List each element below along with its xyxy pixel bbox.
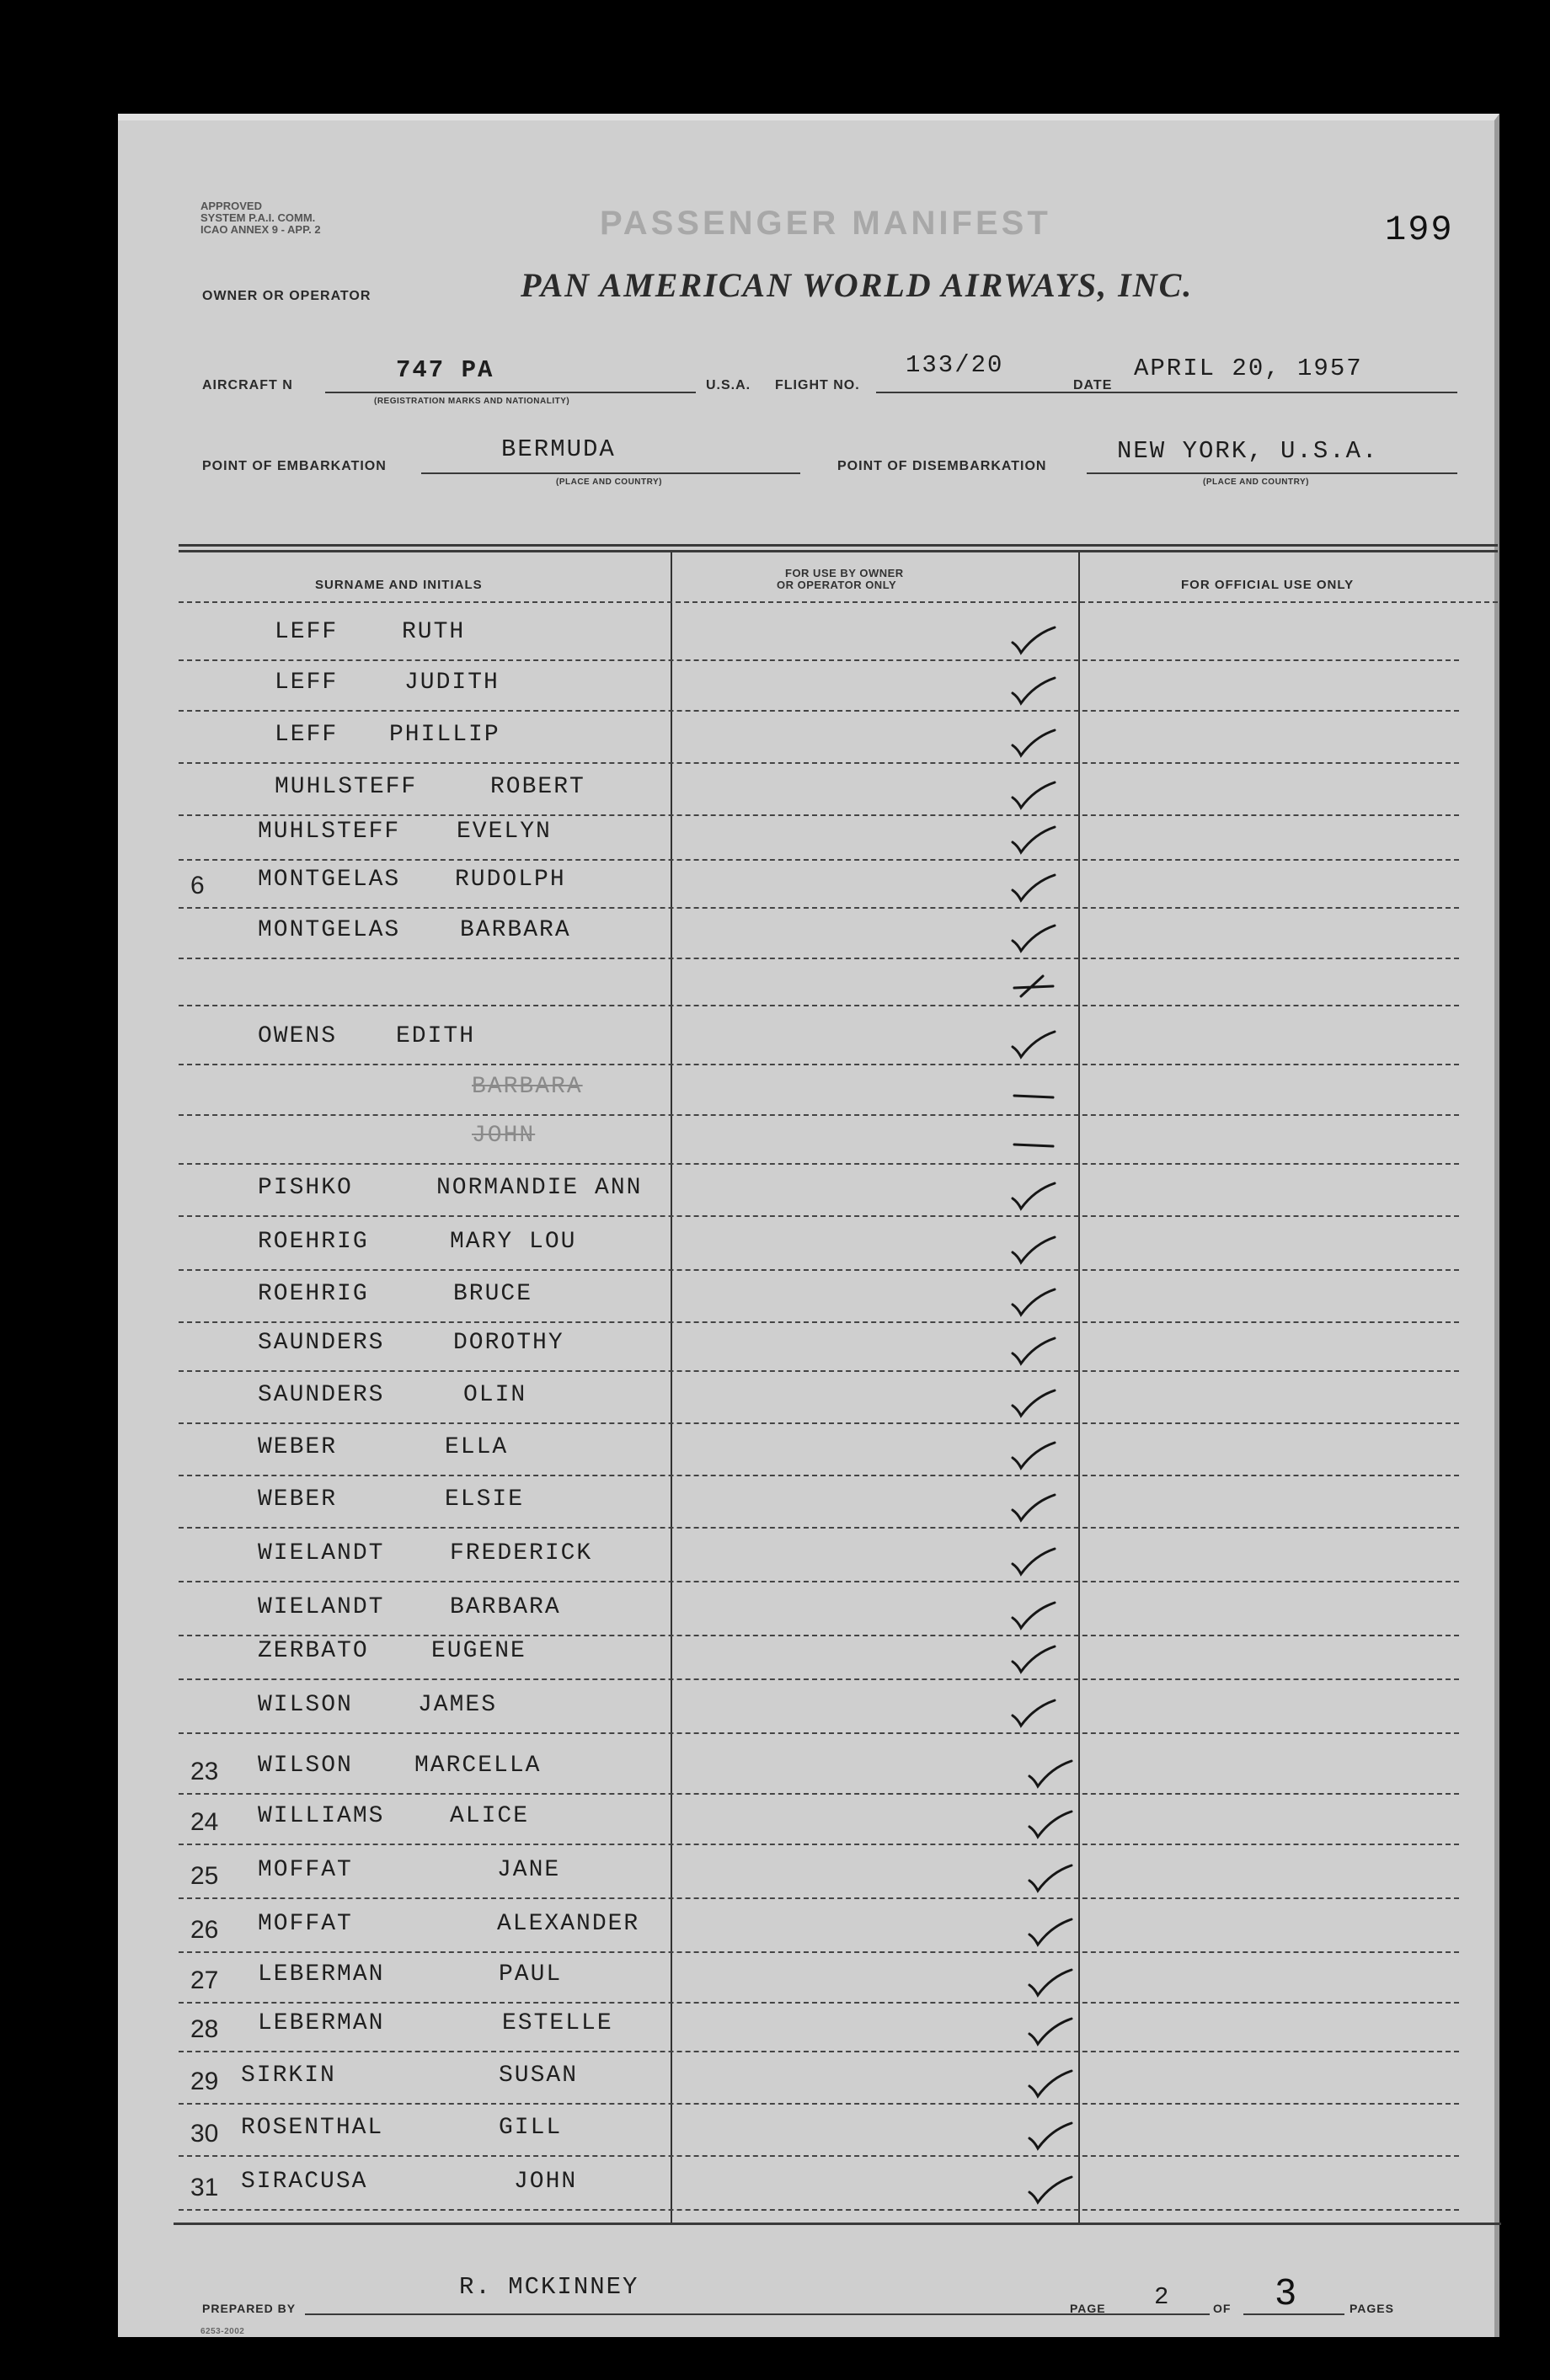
passenger-given-name: BARBARA (450, 1594, 561, 1620)
passenger-given-name: BRUCE (453, 1281, 533, 1307)
passenger-given-name: BARBARA (472, 1074, 583, 1100)
passenger-surname: MUHLSTEFF (258, 819, 401, 845)
check-mark-icon (1026, 2121, 1075, 2152)
passenger-surname: LEBERMAN (258, 1961, 385, 1988)
embark-label: POINT OF EMBARKATION (202, 459, 387, 473)
passenger-given-name: JAMES (418, 1692, 498, 1718)
check-mark-icon (1009, 1699, 1058, 1729)
passenger-given-name: JANE (497, 1857, 561, 1883)
row-number: 23 (190, 1758, 219, 1785)
passenger-given-name: MARY LOU (450, 1229, 577, 1255)
row-number: 6 (190, 872, 205, 899)
passenger-surname: WILSON (258, 1692, 353, 1718)
form-code: 6253-2002 (200, 2327, 245, 2336)
row-number: 26 (190, 1916, 219, 1944)
pages-label: PAGES (1350, 2302, 1394, 2315)
passenger-surname: SIRKIN (241, 2062, 336, 2089)
disembark-value: NEW YORK, U.S.A. (1117, 437, 1379, 465)
col-owner-header-2: OR OPERATOR ONLY (777, 579, 897, 591)
passenger-surname: MOFFAT (258, 1857, 353, 1883)
aircraft-label: AIRCRAFT N (202, 378, 293, 392)
passenger-surname: WIELANDT (258, 1594, 385, 1620)
check-mark-icon (1009, 676, 1058, 707)
passenger-surname: ROEHRIG (258, 1281, 369, 1307)
row-number: 31 (190, 2174, 219, 2201)
check-mark-icon (1009, 1493, 1058, 1524)
passenger-surname: LEFF (275, 722, 339, 748)
check-mark-icon (1009, 728, 1058, 759)
passenger-surname: SAUNDERS (258, 1330, 385, 1356)
check-mark-icon (1026, 1968, 1075, 1998)
row-number: 30 (190, 2120, 219, 2148)
check-mark-icon (1026, 1918, 1075, 1948)
passenger-given-name: ALEXANDER (497, 1911, 640, 1937)
approval-line: SYSTEM P.A.I. COMM. (200, 211, 316, 224)
passenger-surname: LEFF (275, 619, 339, 645)
col-surname-header: SURNAME AND INITIALS (315, 578, 483, 592)
check-mark-icon (1009, 1601, 1058, 1631)
check-mark-icon (1009, 1182, 1058, 1212)
passenger-given-name: JUDITH (404, 670, 500, 696)
passenger-surname: WILSON (258, 1753, 353, 1779)
passenger-surname: MOFFAT (258, 1911, 353, 1937)
passenger-given-name: NORMANDIE ANN (436, 1175, 643, 1201)
prepared-value: R. MCKINNEY (459, 2273, 639, 2301)
disembark-label: POINT OF DISEMBARKATION (837, 459, 1047, 473)
col-owner-header-1: FOR USE BY OWNER (785, 567, 904, 579)
passenger-given-name: EVELYN (457, 819, 552, 845)
page-label: PAGE (1070, 2302, 1106, 2315)
check-mark-icon (1009, 1441, 1058, 1471)
passenger-given-name: GILL (499, 2115, 563, 2141)
flight-value: 133/20 (906, 351, 1004, 379)
passenger-given-name: JOHN (514, 2169, 578, 2195)
flight-label: FLIGHT NO. (775, 378, 860, 392)
page-value: 2 (1154, 2283, 1171, 2311)
check-mark-icon (1009, 1547, 1058, 1577)
row-number: 29 (190, 2068, 219, 2095)
row-number: 24 (190, 1808, 219, 1836)
check-mark-icon (1009, 781, 1058, 811)
form-title: PASSENGER MANIFEST (600, 205, 1051, 242)
check-mark-icon (1026, 2017, 1075, 2047)
sheet-number: 199 (1385, 210, 1454, 250)
col-official-header: FOR OFFICIAL USE ONLY (1181, 578, 1355, 592)
passenger-surname: ROEHRIG (258, 1229, 369, 1255)
passenger-given-name: PAUL (499, 1961, 563, 1988)
passenger-given-name: ELSIE (445, 1486, 525, 1513)
passenger-given-name: ELLA (445, 1434, 509, 1460)
struck-mark-icon (1009, 971, 1058, 1001)
check-mark-icon (1009, 1337, 1058, 1367)
check-mark-icon (1009, 1235, 1058, 1266)
row-number: 25 (190, 1862, 219, 1890)
check-mark-icon (1009, 1389, 1058, 1419)
approval-line: ICAO ANNEX 9 - APP. 2 (200, 223, 321, 236)
passenger-surname: WILLIAMS (258, 1803, 385, 1829)
passenger-given-name: MARCELLA (414, 1753, 542, 1779)
passenger-surname: MONTGELAS (258, 917, 401, 943)
passenger-surname: OWENS (258, 1023, 338, 1049)
passenger-given-name: JOHN (472, 1123, 536, 1149)
check-mark-icon (1009, 873, 1058, 904)
passenger-surname: MONTGELAS (258, 867, 401, 893)
check-mark-icon (1026, 1810, 1075, 1840)
passenger-given-name: ESTELLE (502, 2010, 613, 2036)
dash-mark-icon (1009, 1081, 1058, 1111)
of-label: OF (1213, 2302, 1232, 2315)
owner-label: OWNER OR OPERATOR (202, 289, 371, 303)
passenger-given-name: OLIN (463, 1382, 527, 1408)
usa-label: U.S.A. (706, 378, 751, 392)
check-mark-icon (1009, 626, 1058, 656)
aircraft-note: (REGISTRATION MARKS AND NATIONALITY) (374, 397, 570, 406)
check-mark-icon (1009, 1645, 1058, 1675)
row-number: 27 (190, 1966, 219, 1994)
passenger-surname: LEFF (275, 670, 339, 696)
passenger-given-name: DOROTHY (453, 1330, 564, 1356)
aircraft-value: 747 PA (396, 356, 494, 384)
passenger-surname: ZERBATO (258, 1638, 369, 1664)
passenger-surname: WEBER (258, 1434, 338, 1460)
passenger-surname: WIELANDT (258, 1540, 385, 1566)
passenger-given-name: ROBERT (490, 774, 585, 800)
check-mark-icon (1026, 2175, 1075, 2206)
date-value: APRIL 20, 1957 (1134, 355, 1363, 382)
passenger-surname: WEBER (258, 1486, 338, 1513)
passenger-surname: MUHLSTEFF (275, 774, 418, 800)
dash-mark-icon (1009, 1129, 1058, 1160)
check-mark-icon (1026, 1759, 1075, 1790)
passenger-surname: SAUNDERS (258, 1382, 385, 1408)
passenger-given-name: ALICE (450, 1803, 530, 1829)
passenger-surname: PISHKO (258, 1175, 353, 1201)
approval-line: APPROVED (200, 200, 262, 212)
approval-stamp (200, 200, 321, 236)
passenger-surname: ROSENTHAL (241, 2115, 384, 2141)
passenger-given-name: SUSAN (499, 2062, 579, 2089)
check-mark-icon (1009, 1288, 1058, 1318)
check-mark-icon (1026, 1864, 1075, 1894)
passenger-given-name: EUGENE (431, 1638, 526, 1664)
passenger-given-name: BARBARA (460, 917, 571, 943)
check-mark-icon (1009, 1030, 1058, 1060)
check-mark-icon (1009, 825, 1058, 856)
passenger-surname: LEBERMAN (258, 2010, 385, 2036)
check-mark-icon (1026, 2069, 1075, 2100)
passenger-given-name: RUTH (402, 619, 466, 645)
manifest-sheet (118, 114, 1499, 2337)
embark-value: BERMUDA (501, 435, 616, 463)
prepared-label: PREPARED BY (202, 2302, 297, 2315)
row-number: 28 (190, 2015, 219, 2043)
embark-note: (PLACE AND COUNTRY) (556, 478, 662, 487)
check-mark-icon (1009, 924, 1058, 954)
passenger-given-name: PHILLIP (389, 722, 500, 748)
date-label: DATE (1073, 378, 1113, 392)
passenger-given-name: EDITH (396, 1023, 476, 1049)
passenger-given-name: FREDERICK (450, 1540, 593, 1566)
disembark-note: (PLACE AND COUNTRY) (1203, 478, 1309, 487)
passenger-given-name: RUDOLPH (455, 867, 566, 893)
owner-value: PAN AMERICAN WORLD AIRWAYS, INC. (521, 266, 1194, 304)
passenger-surname: SIRACUSA (241, 2169, 368, 2195)
of-value: 3 (1275, 2271, 1296, 2313)
